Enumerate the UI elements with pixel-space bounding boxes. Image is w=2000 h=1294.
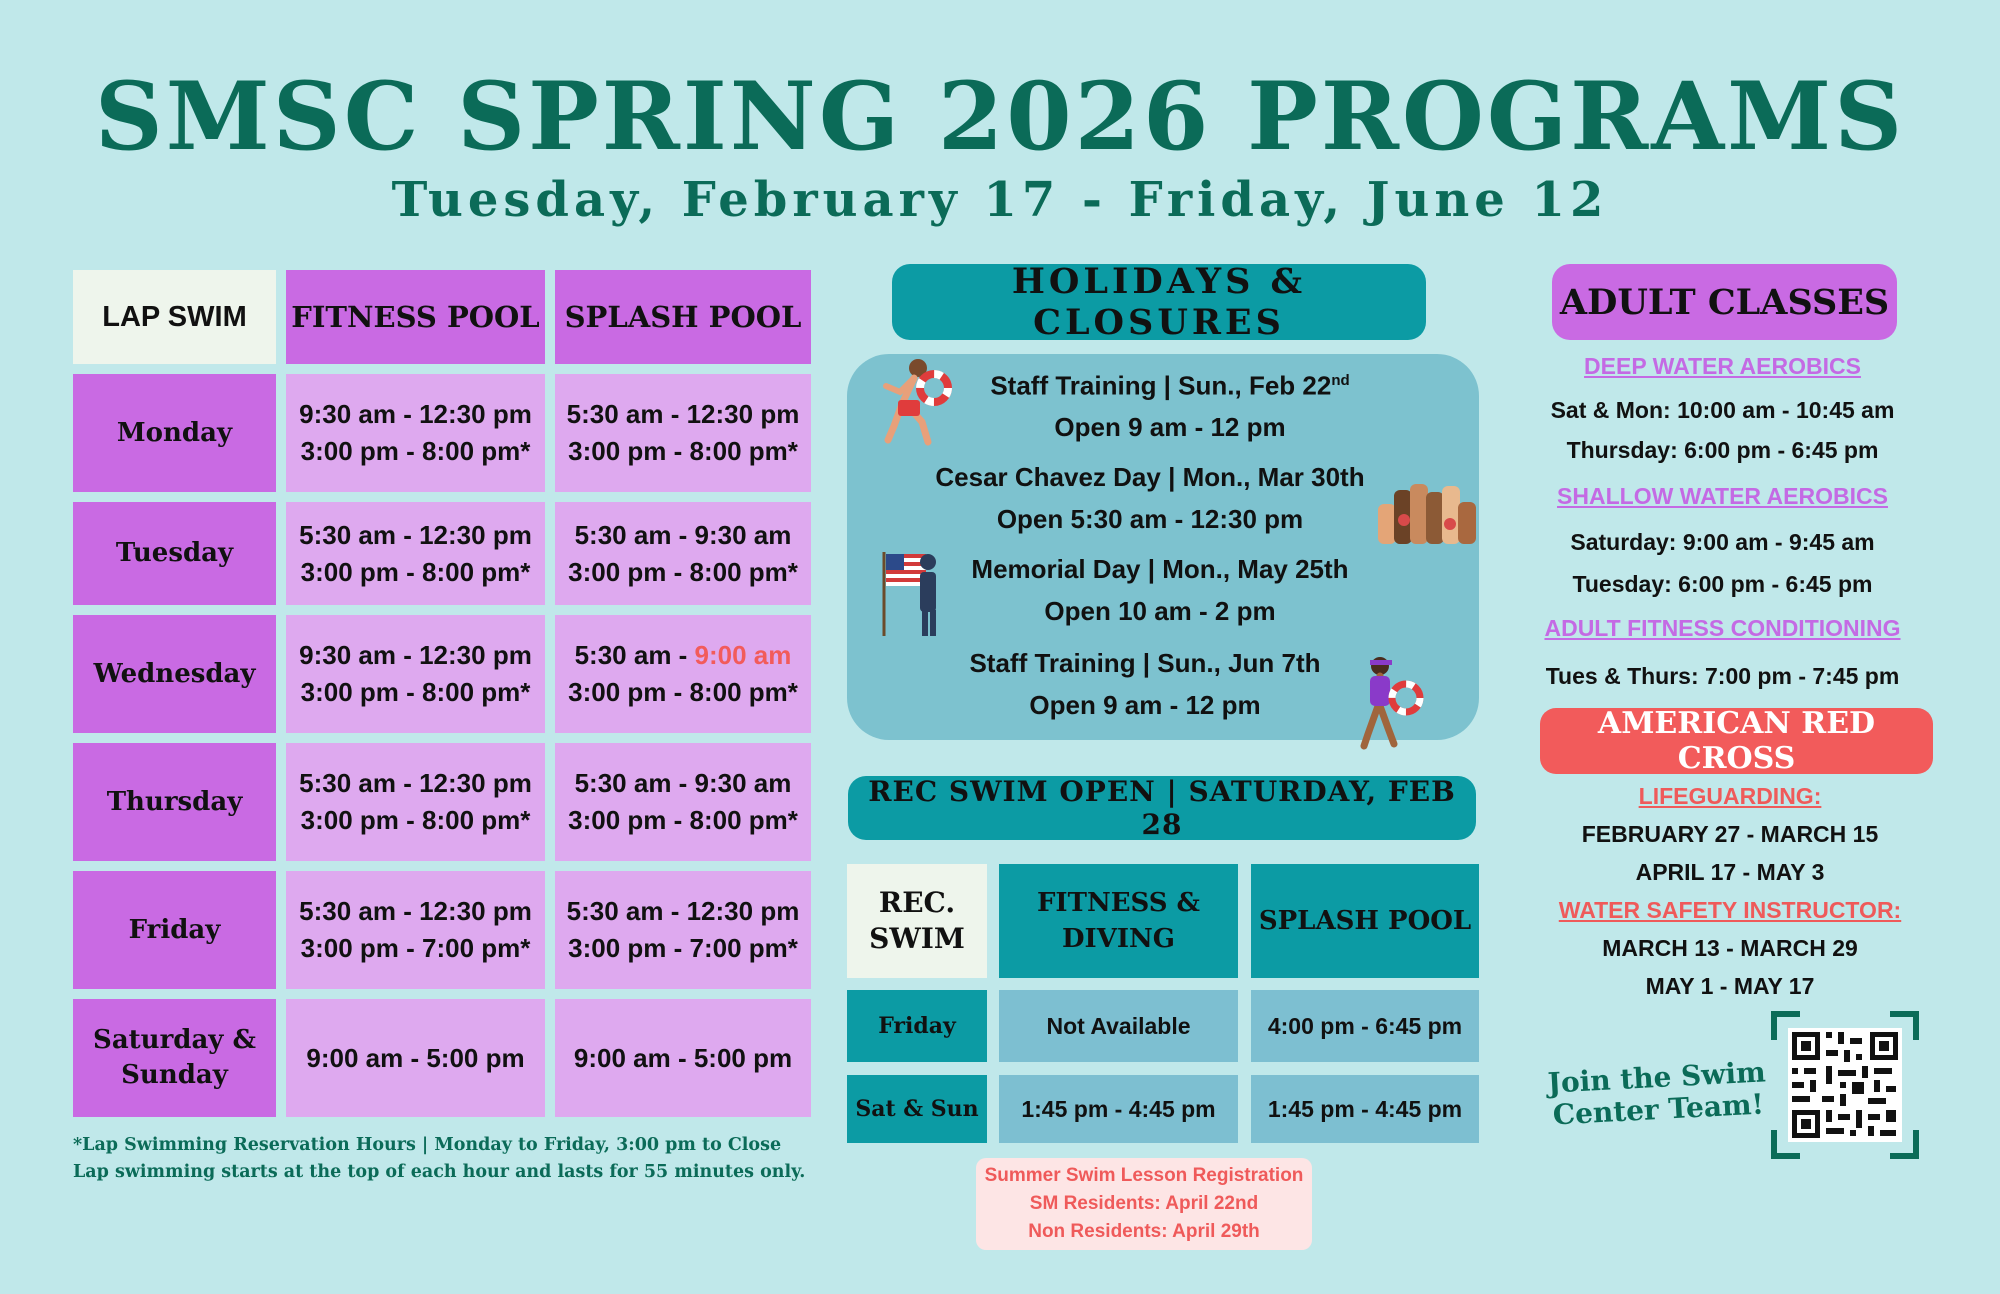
fitness-diving-header [999, 864, 1238, 978]
holidays-header: HOLIDAYS & CLOSURES [892, 264, 1426, 340]
table-cell: 1:45 pm - 4:45 pm [1251, 1075, 1479, 1143]
date-range-subtitle: Tuesday, February 17 - Friday, June 12 [391, 172, 1609, 228]
time-line: 3:00 pm - 7:00 pm* [300, 933, 531, 963]
rec-day-weekend: Sat & Sun [847, 1075, 987, 1143]
table-cell-fitness [286, 999, 545, 1117]
summer-registration-box [976, 1158, 1312, 1250]
time-line: 3:00 pm - 8:00 pm* [300, 805, 531, 835]
rec-day-friday: Friday [847, 990, 987, 1062]
ordinal-sup: nd [1331, 371, 1350, 389]
course-date: FEBRUARY 27 - MARCH 15 [1581, 820, 1879, 847]
time-line: 3:00 pm - 8:00 pm* [300, 556, 531, 587]
holiday-item [930, 548, 1390, 632]
fitness-pool-header: FITNESS POOL [286, 270, 545, 364]
time-line: 9:00 am - 5:00 pm [306, 1042, 525, 1073]
time-line: 5:30 am - 12:30 pm [299, 896, 532, 926]
holiday-item [930, 642, 1360, 726]
course-date: APRIL 17 - MAY 3 [1635, 858, 1825, 885]
holiday-hours: Open 9 am - 12 pm [1029, 690, 1261, 720]
time-line: 3:00 pm - 8:00 pm* [568, 556, 798, 587]
table-cell: 4:00 pm - 6:45 pm [1251, 990, 1479, 1062]
holiday-item [900, 456, 1400, 540]
course-date: MARCH 13 - MARCH 29 [1602, 934, 1858, 961]
time-line: 5:30 am - 9:30 am [574, 768, 792, 798]
time-line: 9:30 am - 12:30 pm [299, 399, 532, 429]
adult-classes-header: ADULT CLASSES [1552, 264, 1897, 340]
time-line [575, 637, 792, 674]
holiday-title: Staff Training | Sun., Jun 7th [969, 648, 1321, 678]
time-line: 5:30 am - 12:30 pm [566, 399, 800, 429]
holiday-title [990, 360, 1349, 407]
rec-swim-col-header [847, 864, 987, 978]
summer-line: Summer Swim Lesson Registration [984, 1165, 1304, 1186]
class-time: Tuesday: 6:00 pm - 6:45 pm [1572, 570, 1873, 597]
time-line: 3:00 pm - 8:00 pm* [568, 805, 798, 835]
holiday-hours: Open 5:30 am - 12:30 pm [996, 504, 1304, 534]
time-line: 3:00 pm - 8:00 pm* [568, 436, 798, 466]
header-line: REC. [878, 886, 956, 919]
splash-pool-header: SPLASH POOL [555, 270, 811, 364]
time-changed-highlight: 9:00 am [694, 640, 792, 670]
lap-swim-footnote [73, 1132, 873, 1186]
flag-salute-icon [880, 548, 942, 638]
table-cell-splash [555, 871, 811, 989]
table-cell-fitness [286, 502, 545, 605]
adult-fitness-conditioning-link[interactable]: ADULT FITNESS CONDITIONING [1544, 614, 1901, 641]
summer-line: Non Residents: April 29th [1028, 1221, 1260, 1242]
table-cell-splash [555, 374, 811, 492]
day-weekend [73, 999, 276, 1117]
time-line: 5:30 am - 12:30 pm [566, 896, 800, 926]
summer-line: SM Residents: April 22nd [1029, 1193, 1259, 1214]
qr-code-icon[interactable] [1770, 1010, 1920, 1160]
deep-water-aerobics-link[interactable]: DEEP WATER AEROBICS [1584, 352, 1861, 379]
class-time: Saturday: 9:00 am - 9:45 am [1570, 528, 1875, 555]
table-cell-fitness [286, 374, 545, 492]
header-line: SWIM [869, 922, 965, 955]
holiday-hours: Open 10 am - 2 pm [1044, 596, 1276, 626]
rec-swim-header: REC SWIM OPEN | SATURDAY, FEB 28 [848, 776, 1476, 840]
table-cell-splash [555, 743, 811, 861]
day-line: Saturday & [93, 1025, 256, 1055]
time-line: 5:30 am - 12:30 pm [299, 768, 532, 798]
time-line: 3:00 pm - 7:00 pm* [568, 933, 798, 963]
day-tuesday: Tuesday [73, 502, 276, 605]
raised-fists-icon [1374, 480, 1478, 546]
holiday-title: Memorial Day | Mon., May 25th [971, 554, 1349, 584]
time-line: 9:30 am - 12:30 pm [299, 640, 532, 670]
time-line: 5:30 am - 9:30 am [574, 519, 792, 550]
holiday-title: Cesar Chavez Day | Mon., Mar 30th [935, 462, 1365, 492]
day-monday: Monday [73, 374, 276, 492]
join-line: Center Team! [1551, 1087, 1765, 1132]
shallow-water-aerobics-link[interactable]: SHALLOW WATER AEROBICS [1557, 482, 1888, 509]
water-safety-instructor-link[interactable]: WATER SAFETY INSTRUCTOR: [1558, 896, 1902, 923]
lap-swim-header: LAP SWIM [73, 270, 276, 364]
page-title: SMSC SPRING 2026 PROGRAMS [94, 62, 1906, 172]
join-team-text [1538, 1048, 1777, 1140]
join-line: Join the Swim [1546, 1055, 1767, 1100]
time-line: 5:30 am - 12:30 pm [299, 519, 532, 550]
footnote-line: Lap swimming starts at the top of each hour and lasts for 55 minutes only. [73, 1162, 806, 1182]
lifeguarding-link[interactable]: LIFEGUARDING: [1638, 782, 1822, 809]
class-time: Thursday: 6:00 pm - 6:45 pm [1566, 436, 1879, 463]
table-cell: Not Available [999, 990, 1238, 1062]
holiday-item [950, 362, 1390, 446]
class-time: Sat & Mon: 10:00 am - 10:45 am [1550, 396, 1895, 423]
table-cell-fitness [286, 615, 545, 733]
time-line: 9:00 am - 5:00 pm [573, 1042, 793, 1073]
header-line: DIVING [1061, 924, 1175, 954]
table-cell: 1:45 pm - 4:45 pm [999, 1075, 1238, 1143]
table-cell-splash [555, 999, 811, 1117]
swimmer-ring-icon [1358, 654, 1428, 750]
time-prefix: 5:30 am - [574, 640, 695, 670]
table-cell-fitness [286, 871, 545, 989]
time-line: 3:00 pm - 8:00 pm* [568, 677, 798, 707]
day-line: Sunday [121, 1060, 228, 1090]
footnote-line: *Lap Swimming Reservation Hours | Monday to Friday, 3:00 pm to Close [73, 1135, 782, 1155]
course-date: MAY 1 - MAY 17 [1645, 972, 1815, 999]
day-wednesday: Wednesday [73, 615, 276, 733]
holiday-title-text: Staff Training | Sun., Feb 22 [990, 370, 1332, 401]
holiday-hours: Open 9 am - 12 pm [1054, 412, 1286, 443]
class-time: Tues & Thurs: 7:00 pm - 7:45 pm [1545, 662, 1900, 689]
table-cell-splash [555, 502, 811, 605]
table-cell-fitness [286, 743, 545, 861]
day-friday: Friday [73, 871, 276, 989]
day-thursday: Thursday [73, 743, 276, 861]
red-cross-header: AMERICAN RED CROSS [1540, 708, 1933, 774]
table-cell-splash [555, 615, 811, 733]
time-line: 3:00 pm - 8:00 pm* [300, 436, 531, 466]
header-line: FITNESS & [1036, 888, 1201, 918]
lifeguard-runner-icon [874, 356, 954, 448]
rec-splash-pool-header: SPLASH POOL [1251, 864, 1479, 978]
time-line: 3:00 pm - 8:00 pm* [300, 677, 531, 707]
